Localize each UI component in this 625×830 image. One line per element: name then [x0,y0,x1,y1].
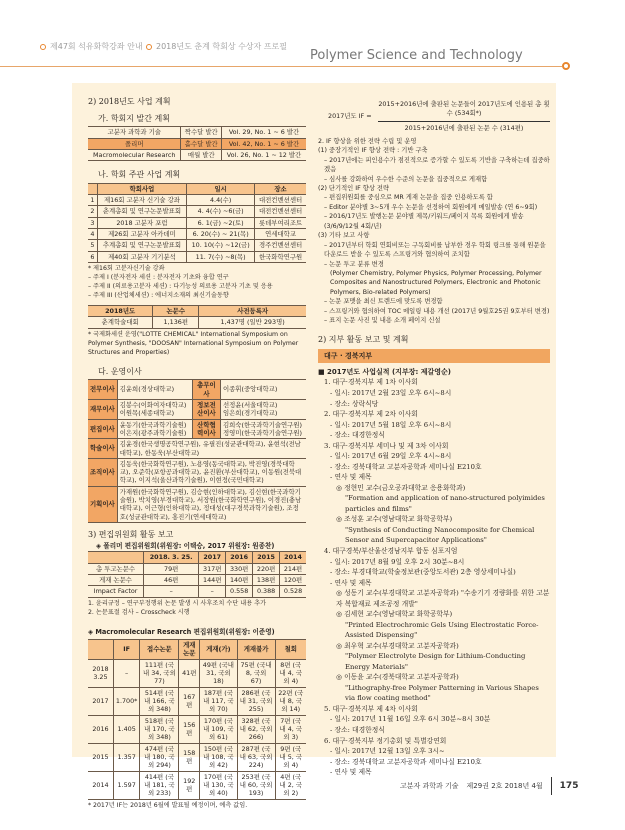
column-header [88,640,113,660]
officer-role: 산학협력이사 [192,419,220,439]
column-header: 게재불가 [237,640,275,660]
officer-names: 김윤희(경상대학교) [117,380,192,400]
table-cell: 10. 10(수) ~12(금) [187,240,255,251]
table-cell: 홀수달 발간 [181,138,222,149]
table-cell: 287편 (국내 63, 국외 224) [237,743,275,771]
table-cell: 1.700* [113,687,140,715]
polymer-committee-title: ◈ 폴리머 편집위원회(위원장: 이택승, 2017 위원장: 원종찬) [96,541,275,550]
table-cell: 187편 (국내 117, 국외 70) [200,687,238,715]
list-item: 4. 대구경북/부산울산경남지부 합동 심포지엄 [324,546,458,555]
table-cell: 4편 (국내 2, 국외 2) [275,771,306,799]
table-cell: 연세대학교 [255,229,306,240]
events-table [88,183,306,263]
if-denominator: 2015+2016년에 출판된 논문 수 (314편) [404,123,524,132]
table-cell: 4 [88,229,97,240]
table-cell: 롯데부여리조트 [255,217,306,228]
list-item: – 스프링거와 협의하여 TOC 메일링 내용 개선 (2017년 9월호25권 9호부터 변경) [324,307,550,315]
mr-note: * 2017년 IF는 2018년 6월에 발표될 예정이며, 예측 값임. [88,801,248,809]
list-item: - 일시: 2017년 12월 13일 오후 3시~ [330,747,445,756]
column-header: 게재(가) [200,640,238,660]
table-cell: 5 [88,240,97,251]
conference-note: * 국제화세션 운영("LOTTE CHEMICAL" International Symposium on Polymer Synthesis, "DOOSAN" International Symposium on Polymer Structures and Properties) [88,330,299,356]
mr-stats-table [88,639,306,800]
pin-icon [40,44,46,50]
table-cell: 고분자 과학과 기술 [88,127,181,138]
branch-activity-list [318,377,550,777]
list-item: - 연사 및 제목 [330,578,372,587]
table-row [88,659,306,687]
list-item: - 일시: 2017년 6월 29일 오후 4시~8시 [330,452,452,461]
table-cell: 총 투고논문수 [88,563,144,574]
table-cell: 140편 [226,574,253,585]
list-item: 1. 윤리규정 – 연구부정행위 논문 발생 시 사후조치 수단 내용 추가 [88,599,267,607]
table-cell: 1.357 [113,743,140,771]
list-item: 2. IF 향상을 위한 전략 수립 및 운영 [318,137,417,145]
footer-journal: 고분자 과학과 기술 [400,782,459,790]
list-item: ◎ 성동기 교수(부경대학교 고분자공학과) "수송기기 경량화를 위한 고분자 복합재료 제조공정 개발" [336,589,550,608]
officer-names: 선정윤(서울대학교) 임은희(경기대학교) [220,399,306,419]
officer-role: 재무이사 [88,399,117,419]
officer-role: 총무이사 [192,380,220,400]
table-row [88,195,306,206]
table-row [88,127,306,138]
table-cell: 대전컨벤션센터 [255,206,306,217]
column-header: 장소 [255,183,306,194]
list-item: - 일시: 2017년 8월 9일 오후 2시 30분~8시 [330,557,465,566]
subsection-title: 가. 학회지 발간 계획 [98,113,170,123]
column-header: 철회 [275,640,306,660]
officer-row [88,419,306,439]
table-row [88,563,306,574]
subsection-title: 다. 운영이사 [98,366,142,376]
list-item: – 편집위원회를 중심으로 MR 게재 논문을 집중 인용하도록 함 [324,194,493,202]
table-cell: 156편 [179,715,200,743]
table-cell: 1.597 [113,771,140,799]
table-cell: 6. 20(수) ~ 21(목) [187,229,255,240]
table-row [88,687,306,715]
officer-row [88,486,306,522]
table-header-row [88,640,306,660]
table-cell: 0.528 [280,586,306,597]
table-cell: Impact Factor [88,586,144,597]
table-row [88,217,306,228]
table-row [88,771,306,799]
list-item: ◎ 김세현 교수(영남대학교 화학공학부) [336,610,453,619]
list-item: - 일시: 2017년 5월 18일 오후 6시~8시 [330,420,452,429]
list-item: – 주제 III (산업체세션) : 에너지소재의 최신기술동향 [88,292,229,300]
table-row [88,743,306,771]
column-header: 2016 [226,552,253,563]
list-item: (2) 단기적인 IF 향상 전략 [318,185,390,193]
list-item: ◎ 이동윤 교수(경북대학교 고분자공학과) [336,673,459,682]
list-item: - 장소: 상락식당 [330,399,379,408]
list-item: (Polymer Chemistry, Polymer Physics, Polymer Processing, Polymer Composites and Nanostructured Polymers, Electronic and Photonic Polymers, Bio-related Polymers) [330,269,542,296]
list-item: "Lithography-free Polymer Patterning in Various Shapes via flow coating method" [345,683,539,703]
table-cell: 474편 (국내 180, 국외 294) [140,743,179,771]
column-header [88,183,97,194]
table-cell: 167편 [179,687,200,715]
polymer-stats-table [88,551,306,597]
list-item: – 2016/17년도 발행논문 분야별 제목/키워드/페이지 목록 회원에게 발송(3/6/9/12월 4회/년) [324,213,524,230]
mr-committee-title: ◈ Macromolecular Research 편집위원회(위원장: 이준영) [88,627,275,636]
table-row [88,574,306,585]
table-cell: 75편 (국내 8, 국외 67) [237,659,275,687]
table-cell: 49편 (국내 31, 국외 18) [200,659,238,687]
table-cell: 46편 [144,574,199,585]
table-cell: – [113,659,140,687]
events-notes [88,265,306,301]
table-cell: 2016 [88,715,113,743]
table-cell: 4.4(수) [187,195,255,206]
page-footer [400,777,578,795]
list-item: - 일시: 2017년 11월 16일 오후 6시 30분~8시 30분 [330,715,491,724]
table-cell: 제26회 고분자 아카데미 [97,229,186,240]
list-item: 5. 대구·경북지부 제 4차 이사회 [324,704,418,713]
header-divider [0,66,562,67]
officer-row [88,399,306,419]
column-header: 학회사업 [97,183,186,194]
table-cell: 제40회 고분자 기기분석 [97,251,186,262]
list-item: * 제16회 고분자신기술 강좌 [88,265,165,273]
list-item: 2. 논문표절 검사 – Crosscheck 시행 [88,608,190,616]
list-item: (1) 중장기적인 IF 향상 전략 : 기반 구축 [318,147,428,155]
table-cell: 6 [88,251,97,262]
column-header: 2015 [253,552,280,563]
list-item: – 심사를 강화하여 우수한 수준의 논문을 집중적으로 게재함 [324,175,488,183]
list-item: - 장소: 부경대학교(학술정보관(중앙도서관) 2층 영상세미나실) [330,568,516,577]
pin-icon [146,44,152,50]
table-cell: Vol. 26, No. 1 ~ 12 발간 [222,149,306,160]
table-cell: 추계총회 및 연구논문발표회 [97,240,186,251]
list-item: – Editor 분야별 3~5개 우수 논문을 선정하여 회원에게 메일발송 (연 6~9회) [324,203,538,211]
table-cell: 253편 (국내 60, 국외 193) [237,771,275,799]
table-row [88,138,306,149]
table-cell: 2015 [88,743,113,771]
list-item: 6. 대구·경북지부 정기총회 및 특별강연회 [324,736,447,745]
officer-role: 전무이사 [88,380,117,400]
list-item: – 주제 II (의료용고분자 세션) : 다기능성 의료용 고분자 기초 및 응용 [88,283,273,291]
officer-names: 윤동기(한국과학기술원) 이은지(광주과학기술원) [117,419,192,439]
table-cell: Macromolecular Research [88,149,181,160]
journal-plan-table [88,126,306,161]
column-header: 게재논문 [179,640,200,660]
table-cell: 79편 [144,563,199,574]
table-cell: 1,136편 [153,317,199,328]
polymer-notes [88,600,306,618]
list-item: ◎ 정현민 교수(금오공과대학교 응용화학과) [336,483,466,492]
table-cell: 2018 고분자 포럼 [97,217,186,228]
table-cell: 214편 [280,563,306,574]
list-item: – 주제 I (분자전자 세션 : 분자전자 기초와 융합 연구 [88,274,229,282]
list-item: "Printed Electrochromic Gels Using Electrostatic Force-Assisted Dispensing" [345,620,539,640]
officers-table [88,379,306,523]
table-cell: 518편 (국내 170, 국외 348) [140,715,179,743]
list-item: – 논문 투고 분류 변경 [324,260,384,268]
table-row [88,206,306,217]
table-cell: 한국화학연구원 [255,251,306,262]
table-cell: Vol. 29, No. 1 ~ 6 발간 [222,127,306,138]
table-cell: 22편 (국내 8, 국외 14) [275,687,306,715]
table-row [88,229,306,240]
branch-heading: ■ 2017년도 사업실적 (지부장: 제갈영순) [318,368,451,377]
table-row [88,240,306,251]
section-title: 3) 편집위원회 활동 보고 [88,530,174,540]
table-cell: 138편 [253,574,280,585]
list-item: ◎ 조성훈 교수(영남대학교 화학공학부) [336,515,453,524]
table-cell: 춘계총회 및 연구논문발표회 [97,206,186,217]
footer-issue: 제29권 2호 2018년 4월 [466,782,543,790]
officer-role: 정보전산이사 [192,399,220,419]
table-cell: – [144,586,199,597]
column-header: 논문수 [153,306,199,317]
table-cell: 매월 발간 [181,149,222,160]
list-item: - 장소: 대경한정식 [330,726,385,734]
section-title: 2) 지부 활동 보고 및 계획 [318,334,409,344]
nav-link-next[interactable] [146,41,287,52]
list-item: – 표지 논문 사진 및 내용 소개 페이지 신설 [324,317,441,325]
table-cell: 514편 (국내 166, 국외 348) [140,687,179,715]
column-header: 2018년도 [88,306,153,317]
list-item: – 2017년부터 학회 연회비또는 구독회비를 납부한 경우 학회 링크를 통해 원문을 다운로드 받을 수 있도록 스프링거와 협의하여 조치함 [324,241,546,259]
list-item: "Synthesis of Conducting Nanocomposite for Chemical Sensor and Supercapacitor Applications" [345,525,535,545]
footer-divider [551,777,552,795]
table-cell: 150편 (국내 108, 국외 42) [200,743,238,771]
subsection-title: 나. 학회 주관 사업 계획 [98,170,181,180]
left-column [88,94,306,811]
table-cell: 192편 [179,771,200,799]
table-cell: 대전컨벤션센터 [255,195,306,206]
table-cell: 2017 [88,687,113,715]
list-item: 2. 대구·경북지부 제 2차 이사회 [324,410,418,419]
column-header: 2018. 3. 25. [144,552,199,563]
officer-names: 김희숙(한국과학기술연구원) 정영미(한국과학기술연구원) [220,419,306,439]
table-cell: 4. 4(수) ~6(금) [187,206,255,217]
table-cell: 짝수달 발간 [181,127,222,138]
table-cell: 11. 7(수) ~8(목) [187,251,255,262]
right-column [318,100,550,778]
section-title: 2) 2018년도 사업 계획 [88,97,171,106]
officer-names: 가재원(한국화학연구원), 김승현(인하대학교), 김신현(한국과학기술원), 박치영(부경대학교), 서장원(한국화학연구원), 이경진(충남대학교), 이근형(인하대학교), 정대성(대구경북과학기술원), 조정호(성균관대학교), 홍진기(연세대학교) [117,486,306,522]
list-item: - 장소: 경북대학교 고분자공학과 세미나실 E210호 [330,462,482,471]
table-cell: 111편 (국내 34, 국외 77) [140,659,179,687]
table-cell: 414편 (국내 181, 국외 233) [140,771,179,799]
branch-banner: 대구 · 경북지부 [318,349,550,363]
table-cell: 328편 (국내 62, 국외 266) [237,715,275,743]
table-cell: 120편 [280,574,306,585]
journal-title: Polymer Science and Technology [310,48,523,63]
table-cell: 317편 [199,563,226,574]
officer-row [88,380,306,400]
list-item: – 2017년에는 피인용수가 점진적으로 증가할 수 있도록 기반을 구축하는데 집중하겠음 [324,156,550,174]
if-label: 2017년도 IF = [328,111,372,120]
column-header: IF [113,640,140,660]
officer-row [88,458,306,486]
column-header: 일시 [187,183,255,194]
column-header: 2017 [199,552,226,563]
if-numerator: 2015+2016년에 출판된 논문들이 2017년도에 인용된 총 횟수 (534회*) [378,100,550,122]
list-item: - 장소: 경북대학교 고분자공학과 세미나실 E210호 [330,757,482,766]
table-header-row [88,552,306,563]
table-cell: 게재 논문수 [88,574,144,585]
column-header [88,552,144,563]
table-cell: 2014 [88,771,113,799]
table-cell: 41편 [179,659,200,687]
nav-label: 2018년도 춘계 학회상 수상자 프로필 [156,42,287,51]
page-number: 175 [559,781,579,791]
table-cell: 1.405 [113,715,140,743]
officer-names: 김봉수(이화여자대학교) 이원목(세종대학교) [117,399,192,419]
list-item: - 연사 및 제목 [330,768,372,777]
column-header: 2014 [280,552,306,563]
table-row [88,586,306,597]
list-item: (3) 기타 보고 사항 [318,232,370,240]
table-cell: 286편 (국내 31, 국외 255) [237,687,275,715]
if-strategy-list [318,137,550,326]
list-item: "Formation and application of nano-structured polyimides particles and films" [345,494,545,513]
table-header-row [88,183,306,194]
table-cell: 170편 (국내 130, 국외 40) [200,771,238,799]
table-cell: 춘계학술대회 [88,317,153,328]
if-formula [318,100,550,133]
officer-row [88,439,306,459]
table-row [88,317,306,328]
table-cell: 170편 (국내 109, 국외 61) [200,715,238,743]
table-cell: 330편 [226,563,253,574]
list-item: - 연사 및 제목 [330,473,372,482]
table-cell: 144편 [199,574,226,585]
table-cell: 2018 3.25 [88,659,113,687]
list-item: - 일시: 2017년 2월 23일 오후 6시~8시 [330,389,452,397]
table-cell: 220편 [253,563,280,574]
table-cell: 3 [88,217,97,228]
table-cell: 9편 (국내 5, 국외 4) [275,743,306,771]
list-item: ◎ 최우혁 교수(부경대학교 고분자공학과) [336,641,459,650]
table-cell: 2 [88,206,97,217]
table-row [88,715,306,743]
officer-names: 김동욱(한국화학연구원), 노용영(동국대학교), 박진영(경북대학교), 오준학(포항공과대학교), 윤진환(부산대학교), 이동원(전북대학교), 이지석(울산과학기술원), 이현정(국민대학교) [117,458,306,486]
table-cell: 1 [88,195,97,206]
officer-role: 학술이사 [88,439,117,459]
table-header-row [88,306,306,317]
table-cell: 0.388 [253,586,280,597]
list-item: 3. 대구·경북지부 세미나 및 제 3차 이사회 [324,441,449,450]
table-cell: 158편 [179,743,200,771]
table-cell: Vol. 42, No. 1 ~ 6 발간 [222,138,306,149]
column-header: 접수논문 [140,640,179,660]
nav-label: 제47회 석유화학강좌 안내 [50,42,143,51]
table-cell: 0.558 [226,586,253,597]
table-cell: 경주컨벤션센터 [255,240,306,251]
officer-role: 기획이사 [88,486,117,522]
officer-role: 편집이사 [88,419,117,439]
table-cell: 1,437명 (일반 293명) [199,317,306,328]
table-row [88,251,306,262]
column-header: 사전등록자 [199,306,306,317]
circle-icon [562,62,570,70]
nav-link-prev[interactable] [40,41,143,52]
table-cell: 6. 1(금) ~2(토) [187,217,255,228]
list-item: 1. 대구·경북지부 제 1차 이사회 [324,378,418,387]
table-cell: – [199,586,226,597]
table-cell: 폴리머 [88,138,181,149]
officer-names: 이종휘(중앙대학교) [220,380,306,400]
list-item: – 논문 포맷을 최신 트렌드에 맞도록 변경함 [324,298,443,306]
list-item: "Polymer Electrolyte Design for Lithium-Conducting Energy Materials" [345,652,526,671]
list-item: - 장소: 대경한정식 [330,431,385,440]
officer-role: 조직이사 [88,458,117,486]
officer-names: 김윤경(한국생명공학연구원), 유필진(성균관대학교), 윤현석(전남대학교), 한동욱(부산대학교) [117,439,306,459]
table-cell: 제16회 고분자 신기술 강좌 [97,195,186,206]
table-cell: 7편 (국내 4, 국외 3) [275,715,306,743]
table-row [88,149,306,160]
conference-table [88,305,306,329]
table-cell: 8편 (국내 4, 국외 4) [275,659,306,687]
